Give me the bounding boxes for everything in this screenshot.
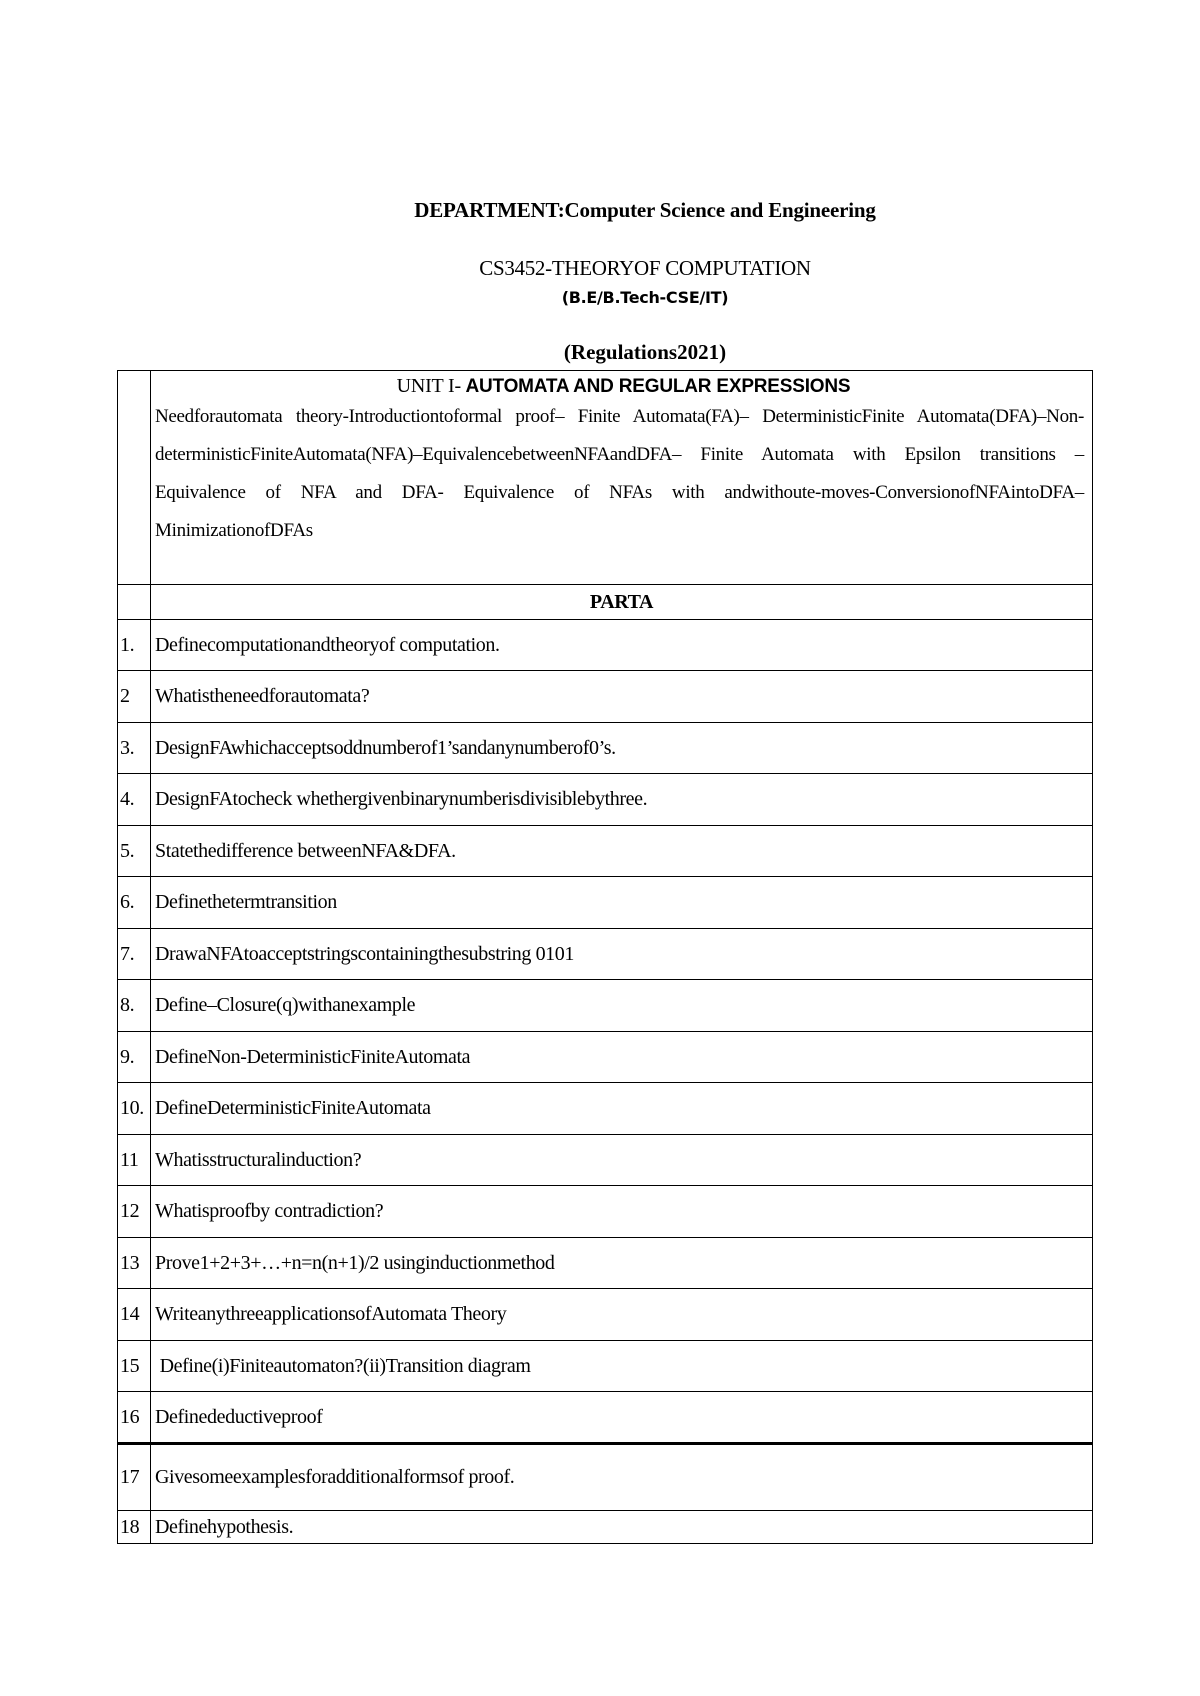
question-row: [118, 877, 1093, 929]
question-number: 9.: [118, 1032, 151, 1083]
question-text: Definedeductiveproof: [151, 1392, 1093, 1444]
question-text: Statethedifference betweenNFA&DFA.: [151, 826, 1093, 877]
question-text: Whatistheneedforautomata?: [151, 671, 1093, 723]
question-number: 6.: [118, 877, 151, 929]
question-row: [118, 826, 1093, 877]
question-row: [118, 1083, 1093, 1135]
question-row: [118, 1186, 1093, 1238]
question-row: [118, 929, 1093, 980]
question-number: 1.: [118, 620, 151, 671]
question-row: [118, 1444, 1093, 1511]
question-text: Definethetermtransition: [151, 877, 1093, 929]
question-number: 16: [118, 1392, 151, 1444]
unit-cell: [151, 371, 1093, 585]
question-text: Prove1+2+3+…+n=n(n+1)/2 usinginductionmethod: [151, 1238, 1093, 1289]
question-number: 8.: [118, 980, 151, 1032]
part-row: [118, 585, 1093, 620]
question-row: [118, 1032, 1093, 1083]
program-label: (B.E/B.Tech-CSE/IT): [561, 288, 729, 307]
question-row: [118, 980, 1093, 1032]
unit-title-prefix: UNIT I-: [396, 375, 461, 397]
question-number: 18: [118, 1511, 151, 1544]
question-number: 12: [118, 1186, 151, 1238]
question-text: Define(i)Finiteautomaton?(ii)Transition diagram: [151, 1341, 1093, 1392]
question-number: 17: [118, 1444, 151, 1511]
question-row: [118, 1392, 1093, 1444]
question-text: Define–Closure(q)withanexample: [151, 980, 1093, 1032]
question-row: [118, 1238, 1093, 1289]
question-text: Givesomeexamplesforadditionalformsof proof.: [151, 1444, 1093, 1511]
part-heading: PARTA: [151, 585, 1093, 620]
unit-row: [118, 371, 1093, 585]
question-row: [118, 620, 1093, 671]
question-text: WriteanythreeapplicationsofAutomata Theory: [151, 1289, 1093, 1341]
part-num-cell: [118, 585, 151, 620]
question-row: [118, 1511, 1093, 1544]
course-title: CS3452-THEORYOF COMPUTATION: [479, 256, 811, 280]
unit-title-text: AUTOMATA AND REGULAR EXPRESSIONS: [465, 376, 851, 397]
question-text: Whatisstructuralinduction?: [151, 1135, 1093, 1186]
question-text: DefineNon-DeterministicFiniteAutomata: [151, 1032, 1093, 1083]
question-text: Definecomputationandtheoryof computation.: [151, 620, 1093, 671]
question-list: [118, 620, 1093, 1544]
question-row: [118, 1341, 1093, 1392]
question-number: 4.: [118, 774, 151, 826]
unit-num-cell: [118, 371, 151, 585]
unit-syllabus: Needforautomata theory-Introductiontoformal proof– Finite Automata(FA)– DeterministicFinite Automata(DFA)–Non-deterministicFiniteAutomata(NFA)–EquivalencebetweenNFAandDFA– Finite Automata with Epsilon transitions – Equivalence of NFA and DFA- Equivalence of NFAs with andwithoute-moves-ConversionofNFAintoDFA–MinimizationofDFAs: [155, 406, 1084, 541]
question-text: Definehypothesis.: [151, 1511, 1093, 1544]
question-number: 14: [118, 1289, 151, 1341]
question-row: [118, 774, 1093, 826]
question-text: DrawaNFAtoacceptstringscontainingthesubstring 0101: [151, 929, 1093, 980]
question-row: [118, 1135, 1093, 1186]
question-row: [118, 723, 1093, 774]
question-number: 13: [118, 1238, 151, 1289]
unit-title: [155, 375, 1092, 398]
question-number: 11: [118, 1135, 151, 1186]
question-text: DesignFAwhichacceptsoddnumberof1’sandanynumberof0’s.: [151, 723, 1093, 774]
question-number: 10.: [118, 1083, 151, 1135]
department-heading: DEPARTMENT:Computer Science and Engineering: [414, 198, 876, 222]
question-bank-table: [117, 370, 1093, 1544]
regulations-label: (Regulations2021): [563, 340, 727, 364]
question-number: 3.: [118, 723, 151, 774]
question-number: 15: [118, 1341, 151, 1392]
question-text: DesignFAtocheck whethergivenbinarynumberisdivisiblebythree.: [151, 774, 1093, 826]
question-text: Whatisproofby contradiction?: [151, 1186, 1093, 1238]
question-row: [118, 1289, 1093, 1341]
question-number: 2: [118, 671, 151, 723]
question-number: 7.: [118, 929, 151, 980]
question-number: 5.: [118, 826, 151, 877]
question-row: [118, 671, 1093, 723]
question-text: DefineDeterministicFiniteAutomata: [151, 1083, 1093, 1135]
